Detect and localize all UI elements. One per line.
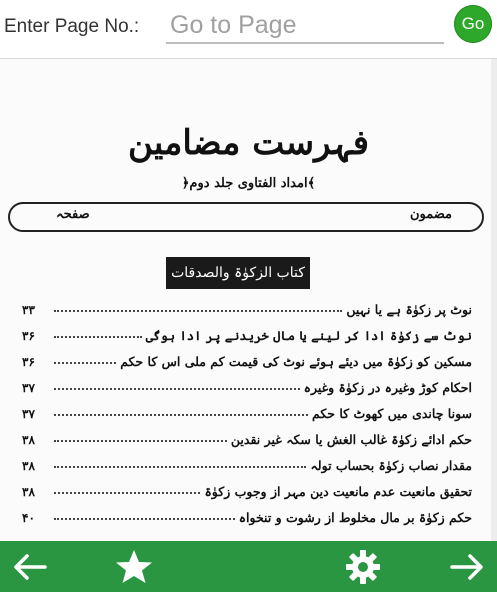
bookmark-button[interactable]: [104, 541, 164, 592]
header-subject: مضمون: [409, 207, 452, 222]
toc-entry[interactable]: [22, 503, 472, 525]
toc-entry-page: ۳۶: [22, 329, 35, 343]
toc-entry[interactable]: [22, 451, 472, 473]
toc-dots: [54, 413, 308, 416]
toc-entry-page: ۳۸: [22, 485, 35, 499]
toc-entry-text: تحقیق مانعیت عدم مانعیت دین مہر از وجوب زکوٰۃ: [204, 484, 472, 499]
toc-header-band: [8, 202, 484, 232]
toc-dots: [54, 491, 200, 494]
previous-page-button[interactable]: [0, 541, 60, 592]
toc-entry-page: ۳۷: [22, 407, 35, 421]
toc-entry-page: ۳۳: [22, 303, 35, 317]
toc-dots: [54, 465, 306, 468]
document-page[interactable]: [0, 59, 497, 541]
toc-entry[interactable]: [22, 295, 472, 317]
star-icon: [114, 548, 154, 586]
toc-entry-text: نوٹ سے زکوٰۃ ادا کر لینے یا مال خریدنے پر ادا ہوگی: [145, 328, 472, 343]
toc-entry[interactable]: [22, 399, 472, 421]
toc-entry-page: ۳۷: [22, 381, 35, 395]
page-number-label: Enter Page No.:: [4, 16, 140, 37]
toc-dots: [54, 361, 116, 364]
settings-button[interactable]: [333, 541, 393, 592]
toc-entry[interactable]: [22, 425, 472, 447]
chapter-heading: کتاب الزکوٰۃ والصدقات: [166, 257, 310, 289]
toc-entry-text: حکم زکوٰۃ بر مال مخلوط از رشوت و تنخواہ: [238, 510, 472, 525]
toc-entry-page: ۳۶: [22, 355, 35, 369]
scrollbar-track[interactable]: [491, 59, 497, 541]
toc-dots: [54, 517, 235, 520]
toc-entry-text: احکام کوڑ وغیرہ در زکوٰۃ وغیرہ: [303, 380, 472, 395]
toc-entry[interactable]: [22, 477, 472, 499]
bottom-nav-bar: [0, 541, 497, 592]
toc-dots: [54, 335, 142, 338]
top-bar: [0, 0, 497, 59]
arrow-left-icon: [12, 552, 48, 582]
arrow-right-icon: [449, 552, 485, 582]
toc-entry-text: حکم ادائے زکوٰۃ غالب الغش یا سکہ غیر نقدین: [230, 432, 472, 447]
toc-entry-page: ۴۰: [22, 511, 35, 525]
toc-entry[interactable]: [22, 373, 472, 395]
toc-dots: [54, 439, 227, 442]
document-subtitle: ﴿امداد الفتاوی جلد دوم﴾: [181, 176, 316, 191]
toc-entry[interactable]: [22, 347, 472, 369]
toc-entry[interactable]: [22, 321, 472, 343]
go-button[interactable]: Go: [454, 5, 492, 43]
toc-entry-text: نوٹ پر زکوٰۃ ہے یا نہیں: [346, 302, 472, 317]
header-page: صفحہ: [56, 207, 90, 222]
toc-dots: [54, 309, 342, 312]
next-page-button[interactable]: [437, 541, 497, 592]
document-title: فہرست مضامین: [127, 123, 370, 163]
gear-icon: [345, 549, 381, 585]
toc-dots: [54, 387, 300, 390]
toc-entry-page: ۳۸: [22, 459, 35, 473]
toc-entry-text: مسکین کو زکوٰۃ میں دیئے ہوئے نوٹ کی قیمت کم ملی اس کا حکم: [120, 354, 472, 369]
toc-entry-text: مقدار نصاب زکوٰۃ بحساب تولہ: [310, 458, 472, 473]
page-number-input[interactable]: [166, 8, 444, 44]
toc-entry-text: سونا چاندی میں کھوٹ کا حکم: [312, 406, 472, 421]
toc-entry-page: ۳۸: [22, 433, 35, 447]
